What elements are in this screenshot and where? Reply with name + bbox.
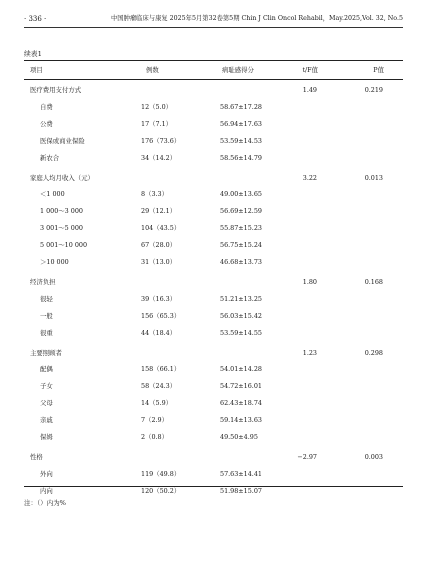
cell-score: 55.87±15.23 [220,224,262,233]
cell-p-value: 0.013 [364,173,383,182]
table-row [24,395,403,411]
cell-item: 5 001～10 000 [40,241,88,250]
table-group-row [24,345,403,361]
table-row [24,291,403,307]
cell-p-value: 0.003 [364,452,383,461]
cell-item: 亲戚 [40,416,53,425]
cell-count: 39（16.3） [141,294,177,303]
cell-score: 54.72±16.01 [220,382,262,391]
cell-statistic: 1.80 [302,277,317,286]
table-row [24,429,403,445]
cell-statistic: 3.22 [302,173,317,182]
table-bottom-rule [24,486,403,487]
cell-item: ＜1 000 [40,190,65,199]
table-header-rule [24,79,403,80]
table-group-row [24,274,403,290]
cell-count: 104（43.5） [141,224,181,233]
page-number: · 336 · [24,15,47,23]
cell-item: 3 001～5 000 [40,224,83,233]
cell-item: 一般 [40,311,53,320]
cell-statistic: −2.97 [297,452,317,461]
cell-item: 很重 [40,328,53,337]
table-footnote: 注：（）内为% [24,499,66,507]
cell-item: 新农合 [40,153,60,162]
running-header [24,12,403,26]
cell-count: 158（66.1） [141,365,181,374]
cell-count: 17（7.1） [141,119,173,128]
cell-count: 67（28.0） [141,241,177,250]
cell-item: 经济负担 [30,277,56,286]
cell-score: 51.98±15.07 [220,486,262,495]
column-header-score: 病耻感得分 [222,66,254,74]
table-row [24,237,403,253]
cell-item: ＞10 000 [40,258,69,266]
cell-count: 31（13.0） [141,258,177,266]
cell-score: 49.50±4.95 [220,433,258,441]
cell-score: 58.67±17.28 [220,102,262,111]
cell-statistic: 1.49 [302,86,317,94]
cell-score: 56.03±15.42 [220,311,262,320]
cell-count: 2（0.8） [141,433,169,441]
cell-item: 很轻 [40,294,53,303]
cell-item: 配偶 [40,365,53,374]
table-row [24,361,403,377]
cell-item: 医保或商业保险 [40,136,85,145]
table-row [24,254,403,270]
cell-p-value: 0.168 [364,277,383,286]
table-top-rule [24,60,403,61]
table-row [24,150,403,166]
cell-item: 自费 [40,102,53,111]
table-row [24,308,403,324]
cell-score: 54.01±14.28 [220,365,262,374]
table-caption: 续表1 [24,50,42,58]
cell-count: 34（14.2） [141,153,177,162]
cell-item: 子女 [40,382,53,391]
table-group-row [24,449,403,465]
cell-item: 内向 [40,486,53,495]
cell-count: 12（5.0） [141,102,173,111]
table-row [24,412,403,428]
cell-score: 53.59±14.53 [220,136,262,145]
cell-score: 56.94±17.63 [220,119,262,128]
table-row [24,203,403,219]
cell-count: 156（65.3） [141,311,181,320]
table-row [24,186,403,202]
table-row [24,220,403,236]
table-group-row [24,170,403,186]
table-row [24,116,403,132]
table-row [24,325,403,341]
cell-count: 7（2.9） [141,416,169,425]
cell-item: 家庭人均月收入（元） [30,173,94,182]
cell-count: 29（12.1） [141,207,177,216]
cell-score: 59.14±13.63 [220,416,262,425]
cell-count: 8（3.3） [141,190,169,199]
table-header-row [24,62,403,78]
cell-score: 46.68±13.73 [220,258,262,266]
header-rule [24,27,403,28]
cell-score: 58.56±14.79 [220,153,262,162]
journal-citation: 中国肿瘤临床与康复 2025年5月第32卷第5期 Chin J Clin Oncol Rehabil，May.2025,Vol. 32, No.5 [110,15,403,22]
cell-item: 性格 [30,452,43,461]
cell-p-value: 0.219 [364,86,383,94]
cell-item: 医疗费用支付方式 [30,86,82,94]
cell-count: 120（50.2） [141,486,181,495]
column-header-item: 项目 [30,66,43,74]
cell-count: 58（24.3） [141,382,177,391]
cell-score: 57.63±14.41 [220,469,262,478]
table-row [24,133,403,149]
cell-score: 62.43±18.74 [220,399,262,408]
table-row [24,466,403,482]
cell-score: 56.75±15.24 [220,241,262,250]
column-header-count: 例数 [146,66,159,74]
cell-statistic: 1.23 [302,348,317,357]
table-row [24,378,403,394]
column-header-p-value: P值 [373,66,384,74]
cell-item: 1 000～3 000 [40,207,83,216]
cell-item: 主要照顾者 [30,348,62,357]
cell-count: 44（18.4） [141,328,177,337]
column-header-statistic: t/F值 [302,66,318,74]
cell-score: 51.21±13.25 [220,294,262,303]
cell-count: 119（49.8） [141,469,181,478]
table-row [24,99,403,115]
cell-item: 保姆 [40,433,53,441]
cell-score: 53.59±14.55 [220,328,262,337]
cell-item: 外向 [40,469,53,478]
cell-item: 公费 [40,119,53,128]
cell-count: 176（73.6） [141,136,181,145]
table-group-row [24,82,403,98]
cell-score: 49.00±13.65 [220,190,262,199]
cell-score: 56.69±12.59 [220,207,262,216]
cell-item: 父母 [40,399,53,408]
cell-count: 14（5.9） [141,399,173,408]
cell-p-value: 0.298 [364,348,383,357]
